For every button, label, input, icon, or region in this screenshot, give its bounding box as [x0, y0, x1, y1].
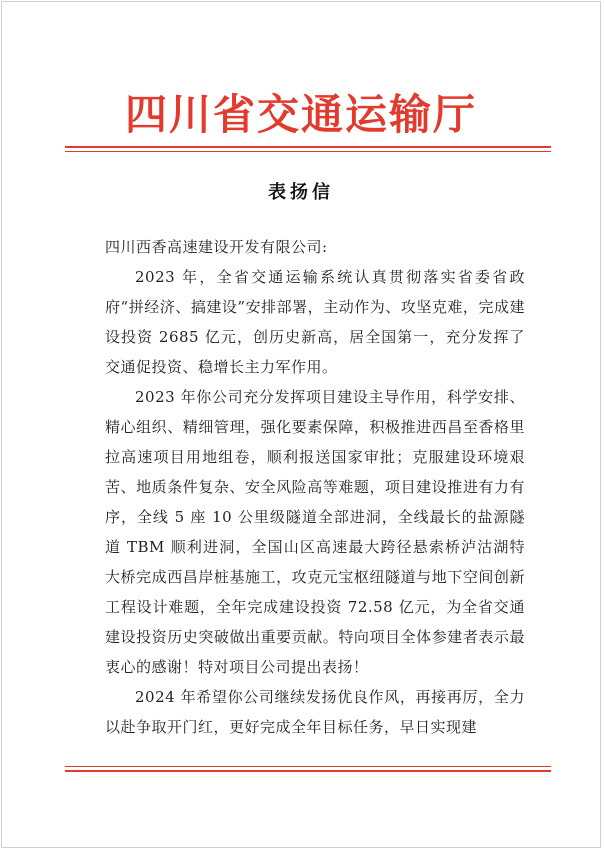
letter-title: 表扬信 [268, 182, 334, 203]
header-rule-thick [65, 146, 551, 148]
paragraph-1: 2023 年，全省交通运输系统认真贯彻落实省委省政府“拼经济、搞建设”安排部署，主动作为、攻坚克难，完成建设投资 2685 亿元，创历史新高，居全国第一，充分发挥了交通促投资、稳增长主力军作用。 [105, 268, 525, 376]
salutation: 四川西香高速建设开发有限公司: [105, 238, 328, 256]
paragraph-2: 2023 年你公司充分发挥项目建设主导作用，科学安排、精心组织、精细管理，强化要素保障，积极推进西昌至香格里拉高速项目用地组卷，顺利报送国家审批；克服建设环境艰苦、地质条件复杂、安全风险高等难题，项目建设推进有力有序，全线 5 座 10 公里级隧道全部进洞，全线最长的盐源隧道 TBM 顺利进洞，全国山区高速最大跨径悬索桥泸沽湖特大桥完成西昌岸桩基施工，攻克元宝枢纽隧道与地下空间创新工程设计难题，全年完成建设投资 72.58 亿元，为全省交通建设投资历史突破做出重要贡献。特向项目全体参建者表示最衷心的感谢！特对项目公司提出表扬！ [105, 388, 525, 676]
header-rule-thin [65, 151, 551, 152]
footer-rule-thick [65, 770, 551, 772]
paragraph-3: 2024 年希望你公司继续发扬优良作风，再接再厉，全力以赴争取开门红，更好完成全年目标任务，早日实现建 [105, 688, 525, 736]
letter-body [105, 232, 525, 742]
letter-page [1, 1, 601, 848]
footer-rule-thin [65, 766, 551, 767]
org-header-title: 四川省交通运输厅 [124, 90, 477, 139]
